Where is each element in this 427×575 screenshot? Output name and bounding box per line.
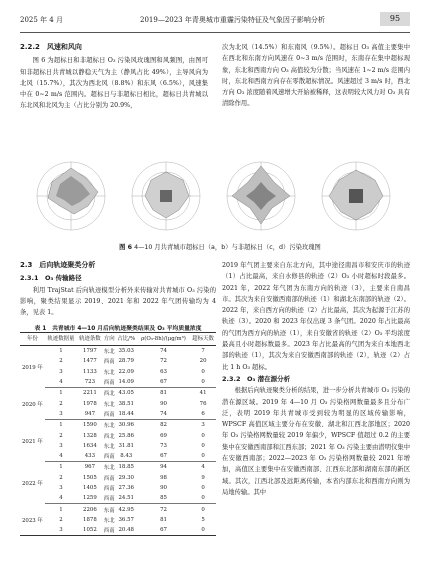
table-cell: 2211: [83, 390, 97, 397]
table-row: [20, 451, 216, 462]
table-cell: 24.51: [116, 493, 137, 504]
table-cell: 81: [160, 516, 167, 523]
table-cell: 1477: [83, 358, 97, 365]
table-cell: 38.51: [118, 400, 134, 407]
table-cell: 35.03: [118, 348, 134, 355]
table-cell: 西北: [103, 391, 115, 398]
table-cell: 41: [199, 390, 207, 397]
table-cell: 63: [160, 368, 167, 375]
page-number: 95: [380, 12, 410, 26]
table-cell: 4: [45, 377, 77, 388]
table-cell: 3: [59, 485, 63, 491]
table-row: [20, 493, 216, 504]
figure-caption: [60, 242, 380, 251]
table-header-exceed: 超标天数: [190, 333, 216, 346]
wind-rose-d: [313, 158, 399, 236]
table-cell: 西南: [103, 486, 115, 492]
table-cell: 东北: [103, 401, 115, 408]
table-cell: 2022 年: [22, 480, 43, 487]
table-cell: 4: [201, 464, 205, 471]
table-cell: 4: [45, 493, 77, 504]
table-cell: 67: [137, 377, 190, 388]
table-cell: 30.96: [118, 422, 134, 429]
table-cell: 28.79: [118, 358, 134, 365]
section-trajectory: [20, 260, 216, 318]
table-cell: 5: [201, 516, 205, 523]
table-cell: 0: [201, 485, 205, 491]
table-cell: 2: [59, 516, 63, 523]
table-cell: 76: [199, 400, 207, 407]
table-cell: 0: [201, 432, 205, 439]
table-cell: 85: [137, 493, 190, 504]
table-cell: 2020 年: [22, 401, 43, 408]
subsection-heading-source: 2.3.2 O₃ 潜在源分析: [222, 374, 291, 383]
table-cell: 1: [59, 506, 63, 513]
table-cell: 31.81: [118, 442, 134, 449]
table-cell: 0: [190, 377, 216, 388]
table-cell: 3: [59, 368, 63, 375]
table-cell: 1: [59, 390, 63, 397]
table-cell: 1133: [83, 368, 97, 375]
table-cell: 1405: [83, 485, 97, 491]
table-row: [20, 525, 216, 536]
table-title: 表 1 共青城市 4—10 月后向轨迹聚类结果及 O₃ 平均质量浓度: [34, 326, 202, 332]
table-cell: 82: [160, 422, 167, 429]
table-cell: 90: [160, 400, 167, 407]
table-cell: 22.09: [118, 368, 134, 375]
table-cell: 0: [201, 506, 205, 513]
table-cell: 20: [199, 358, 207, 365]
section-trajectory-cont: [222, 260, 410, 498]
table-row: [20, 377, 216, 388]
table-row: [20, 515, 216, 525]
table-cell: 72: [160, 358, 167, 365]
table-header-count: 轨迹条数: [77, 333, 103, 346]
table-cell: 9: [201, 474, 205, 481]
table-cell: 36.57: [118, 516, 134, 523]
table-cell: 东北: [103, 349, 115, 356]
trajectory-table: [20, 332, 216, 536]
table-row: [20, 409, 216, 420]
table-cell: 723: [77, 377, 103, 388]
table-cell: 18.85: [118, 464, 134, 471]
table-header-o3: ρ(O₃-8h)/(μg/m³): [137, 333, 190, 346]
table-cell: 2021 年: [22, 438, 43, 445]
table-cell: 西南: [103, 493, 116, 504]
table-row: [20, 430, 216, 440]
issue-date: 2025 年 4 月: [20, 16, 63, 24]
table-cell: 2: [59, 400, 63, 407]
table-cell: 94: [160, 464, 167, 471]
table-cell: 东南: [103, 507, 115, 514]
table-row: [20, 473, 216, 483]
table-cell: 67: [160, 527, 167, 534]
table-cell: 947: [77, 409, 103, 420]
table-cell: 6: [190, 409, 216, 420]
table-cell: 0: [190, 493, 216, 504]
wind-rose-a: [28, 158, 114, 236]
table-cell: 0: [201, 527, 205, 534]
table-cell: 3: [59, 527, 63, 534]
table-cell: 2206: [83, 506, 97, 513]
table-cell: 东北: [103, 517, 115, 524]
section-heading-wind: 2.2.2 风速和风向: [20, 43, 82, 51]
table-cell: 西南: [103, 359, 115, 366]
wind-paragraph-cont: 次为北风（14.5%）和东南风（9.5%）。超标日 O₃ 高值主要集中在西北和东南方向风速在 0~3 m/s 范围时，东南存在集中超标现象，东北和西南方向 O₃ 高值较为分散；当风速在 1~2 m/s 范围内时，东北和西南方向存在零散超标情况。风速超过 3 m/s 时，西北方向 O₃ 浓度随着风速增大开始被稀释，这表明较大风力对 O₃ 具有清除作用。: [222, 44, 410, 108]
table-cell: 1634: [83, 442, 97, 449]
table-cell: 1590: [83, 422, 97, 429]
wind-paragraph: 图 6 为超标日和非超标日 O₃ 污染风玫瑰图和风频图，由图可知非超标日共青城以静稳天气为主（静风占比 49%），主导风向为北风（15.7%），其次为西北风（8.8%）和东风（6.5%），风速集中在 0~2 m/s 范围内。超标日与非超标日相比，超标日共青城以东北风和北风为主（占比分别为 20.9%，: [20, 57, 208, 110]
table-row: [20, 483, 216, 493]
table-row: [20, 356, 216, 366]
wind-rose-c: [218, 158, 304, 236]
table-row: [20, 441, 216, 451]
trajectory-paragraph-cont: 2019 年气团主要来自东北方向，其中途径南昌市和安庆市的轨迹（1）占比最高，来自水修县的轨迹（2）O₃ 小时超标时段最多。2021 年，2022 年气团为东南方向的轨迹（3），主要来自南昌市。其次为来自安徽西南部的轨迹（1）和湖北东南部的轨迹（2）。2022 年，来自西方向的轨迹（2）占比最高，其次为起源于江苏的轨迹（3）。2020 和 2023 年仅出现 3 条气团。2020 年占比最高的气团为西方向的轨迹（1），来自安徽省的轨迹（2）O₃ 平均浓度最高且小时超标数最多。2023 年占比最高的气团为来自本地西北部的轨迹（1），其次为来自安徽西南部的轨迹（2），轨迹（2）占比 1 h O₃ 超标。: [222, 262, 410, 371]
table-cell: 43.05: [118, 390, 134, 397]
source-paragraph: 根据后向轨迹聚类分析的结果，进一步分析共青城市 O₃ 污染的潜在源区域。2019 年 4—10 月 O₃ 污染格网数量最多且分布广泛，表明 2019 年共青城市受到较为明显的区域传输影响，WPSCF 高值区域主要分布在安徽、湖北和江西北部地区；2020 年 O₃ 污染格网数量较 2019 年偏少，WPSCF 值超过 0.2 的主要集中在安徽西南部和江西东部；2021 年 O₃ 污染主要由潜明仪集中在安徽西南部；2022—2023 年 O₃ 污染格网数量较 2021 年增加，高值区主要集中在安徽西南部、江西东北部和湖南东部的新区域。其次，江西北部及远距离传输，本省内部东北和西南方向则为局地传输。其中: [222, 387, 411, 496]
table-header-share: 占比/%: [116, 333, 137, 346]
section-heading-trajectory: 2.3 后向轨迹聚类分析: [20, 261, 96, 269]
table-cell: 2: [59, 474, 63, 481]
table-cell: 东北: [103, 423, 115, 430]
table-cell: 42.95: [118, 506, 134, 513]
trajectory-paragraph: 利用 TrajStat 后向轨迹模型分析外来传输对共青城市 O₃ 污染的影响，聚类结果显示 2019、2021 年和 2022 年气团传输均为 4 条，见表 1。: [20, 286, 216, 317]
section-wind-cont: [222, 42, 410, 110]
table-row: [20, 398, 216, 408]
table-cell: 东北: [103, 443, 115, 450]
table-row: [20, 420, 216, 431]
table-cell: 29.30: [118, 474, 134, 481]
table-row: [20, 504, 216, 515]
table-cell: 3: [59, 442, 63, 449]
table-cell: 西南: [103, 451, 116, 462]
table-cell: 74: [137, 409, 190, 420]
table-cell: 1797: [83, 348, 97, 355]
table-cell: 74: [160, 348, 167, 355]
table-cell: 2019 年: [22, 364, 43, 371]
table-cell: 3: [201, 422, 205, 429]
table-row: [20, 388, 216, 399]
table-cell: 西南: [103, 377, 116, 388]
table-cell: 东北: [103, 369, 115, 376]
table-row: [20, 462, 216, 473]
table-cell: 1: [59, 464, 63, 471]
figure-caption-text: 4—10 月共青城市超标日（a，b）与非超标日（c，d）污染玫瑰图: [134, 244, 321, 251]
table-cell: 1052: [83, 527, 97, 534]
table-cell: 18.44: [116, 409, 137, 420]
table-cell: 西北: [103, 433, 115, 440]
table-cell: 25.86: [118, 432, 134, 439]
table-cell: 3: [45, 409, 77, 420]
table-cell: 73: [160, 442, 167, 449]
table-cell: 2: [59, 432, 63, 439]
table-header-cluster: 轨迹数据量: [45, 333, 77, 346]
table-cell: 1978: [83, 400, 97, 407]
table-cell: 72: [160, 506, 167, 513]
table-cell: 2023 年: [22, 517, 43, 524]
table-cell: 81: [160, 390, 167, 397]
header-rule: [20, 32, 410, 33]
table-cell: 1259: [77, 493, 103, 504]
figure-caption-label: 图 6: [119, 244, 133, 251]
table-cell: 69: [160, 432, 167, 439]
table-row: [20, 367, 216, 377]
running-title: 2019—2023 年青奥城市重霾污染特征及气象因子影响分析: [140, 16, 325, 24]
table-cell: 20.48: [118, 527, 134, 534]
table-cell: 西南: [103, 528, 115, 535]
table-cell: 14.09: [116, 377, 137, 388]
table-cell: 0: [201, 442, 205, 449]
table-header-year: 年份: [20, 333, 45, 346]
table-cell: 东北: [103, 465, 115, 472]
table-cell: 90: [160, 485, 167, 491]
table-cell: 27.36: [118, 485, 134, 491]
subsection-heading-transport: 2.3.1 O₃ 传输路径: [20, 274, 82, 283]
section-wind: [20, 42, 208, 112]
table-cell: 4: [45, 451, 77, 462]
table-cell: 1: [59, 422, 63, 429]
page-header: [20, 12, 410, 30]
table-cell: 0: [201, 368, 205, 375]
table-cell: 2: [59, 358, 63, 365]
table-cell: 967: [84, 464, 96, 471]
table-cell: 0: [190, 451, 216, 462]
table-cell: 98: [160, 474, 167, 481]
table-cell: 1328: [83, 432, 97, 439]
table-header-direction: 方向: [103, 333, 116, 346]
table-cell: 67: [137, 451, 190, 462]
wind-rose-b: [123, 158, 209, 236]
table-cell: 433: [77, 451, 103, 462]
table-cell: 西南: [103, 475, 115, 482]
figure-6: [28, 158, 398, 236]
table-cell: 1: [59, 348, 63, 355]
table-cell: 1505: [83, 474, 97, 481]
table-cell: 7: [201, 348, 205, 355]
table-cell: 8.43: [116, 451, 137, 462]
table-cell: 1878: [83, 516, 97, 523]
table-row: [20, 346, 216, 357]
table-cell: 西南: [103, 409, 116, 420]
